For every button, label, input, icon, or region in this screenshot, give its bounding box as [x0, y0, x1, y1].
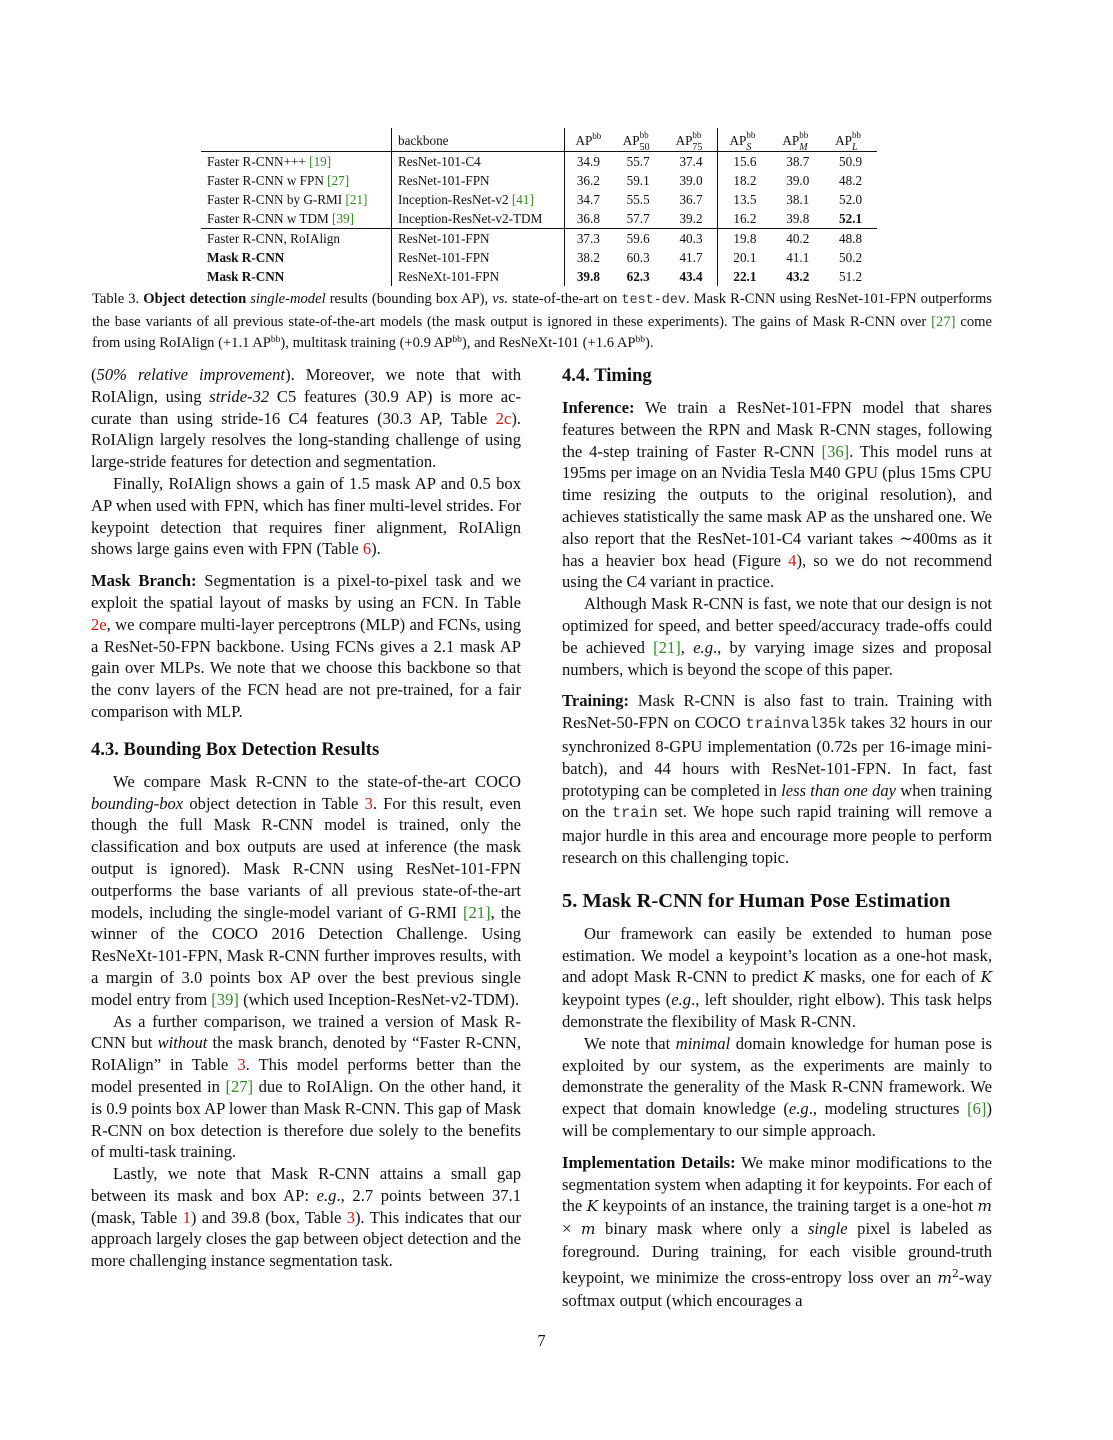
caption-sup: bb — [452, 335, 462, 345]
text: ). This indicates that our approach largely closes the gap between object detection and the more challenging instance segmentation task. — [91, 1207, 522, 1271]
text: when training on the — [562, 780, 992, 822]
cell-value: 52.1 — [839, 211, 863, 226]
cell-value: 36.7 — [679, 192, 703, 207]
cell-value: 57.7 — [626, 211, 650, 226]
left-column — [91, 364, 521, 1272]
text: As a further comparison, we trained a version of Mask R-CNN but — [91, 1011, 521, 1053]
emphasis: stride-32 — [209, 386, 270, 406]
math-symbol — [937, 1266, 959, 1287]
citation-link[interactable]: [27] — [327, 173, 350, 188]
emphasis: without — [157, 1033, 208, 1053]
emphasis: less than one day — [781, 780, 897, 800]
caption-emphasis: single-model — [250, 291, 326, 307]
caption-text: results (bounding box AP), — [325, 291, 493, 307]
paragraph-implementation — [562, 1152, 992, 1312]
ap-sup: bb — [592, 131, 602, 141]
method-name: Faster R-CNN+++ — [207, 154, 310, 169]
caption-title: Object detection — [143, 291, 247, 307]
text: Finally, RoIAlign shows a gain of 1.5 mask AP and 0.5 box AP when used with FPN, which has finer multi-level strides. For keypoint detection that requires finer alignment, RoIAlign shows large gains even with FPN (Table — [91, 473, 521, 559]
backbone-name: ResNet-101-C4 — [398, 154, 481, 169]
table-ref-link[interactable]: 1 — [182, 1207, 191, 1227]
caption-sup: bb — [635, 335, 646, 345]
text: ., by varying image sizes and proposal numbers, which is beyond the scope of this paper. — [562, 637, 992, 679]
text: . For this result, even though the full Mask R-CNN model is trained, only the classification and box outputs are used at inference (the mask output is ignored). Mask R-CNN using ResNet-101-FPN outperforms the base variants of all previous state-of-the-art models, including the single-model variant of G-RMI — [91, 793, 522, 922]
table-ref-link[interactable]: 2e — [91, 614, 107, 634]
text: ( — [91, 365, 97, 384]
math-symbol: m — [580, 1220, 596, 1239]
ap-sub: 50 — [639, 142, 650, 153]
math-symbol: K — [586, 1197, 599, 1216]
caption-sup: bb — [270, 335, 281, 345]
header-ap50 — [612, 128, 665, 152]
backbone-name: Inception-ResNet-v2-TDM — [398, 211, 543, 226]
cell-value: 48.2 — [839, 173, 863, 188]
ap-label: AP — [622, 133, 640, 148]
caption-vs: vs. — [492, 291, 509, 307]
caption-text: state-of-the-art on — [508, 291, 622, 307]
cell-method — [201, 248, 392, 267]
header-ap — [565, 128, 612, 152]
cell-method — [201, 267, 392, 286]
ap-sub: M — [799, 142, 808, 153]
ap-sup: bb — [852, 130, 861, 140]
text: We compare Mask R-CNN to the state-of-the-art COCO — [113, 771, 521, 791]
method-name: Faster R-CNN, RoIAlign — [207, 231, 340, 246]
ap-label: AP — [835, 133, 852, 148]
text: ., left shoulder, right elbow). This task helps demonstrate the flexibility of Mask R-CNN. — [562, 990, 992, 1031]
citation-link[interactable]: [27] — [931, 313, 956, 330]
figure-ref-link[interactable]: 4 — [788, 550, 797, 570]
cell-value: 15.6 — [718, 152, 771, 172]
table-row — [201, 229, 877, 249]
emphasis: e.g — [788, 1099, 809, 1119]
cell-method — [201, 171, 392, 190]
emphasis: bounding-box — [91, 793, 184, 813]
paragraph-lead: Implementation Details: — [562, 1152, 736, 1172]
caption-text: ). — [645, 335, 654, 351]
citation-link[interactable]: [39] — [211, 989, 239, 1009]
cell-value: 36.2 — [565, 171, 612, 190]
math-var: m — [937, 1268, 953, 1287]
results-table — [201, 128, 877, 286]
ap-sup: bb — [799, 130, 809, 140]
citation-link[interactable]: [21] — [345, 192, 368, 207]
text: keypoints of an instance, the training target is a one-hot — [598, 1196, 978, 1216]
text: ). RoIAlign largely resolves the long-standing challenge of using large-stride features for detection and segmentation. — [91, 408, 521, 472]
backbone-name: ResNet-101-FPN — [398, 250, 490, 265]
emphasis: minimal — [675, 1033, 731, 1053]
cell-value: 13.5 — [718, 190, 771, 209]
cell-backbone — [392, 171, 565, 190]
cell-value: 34.7 — [565, 190, 612, 209]
text: ). — [371, 539, 381, 559]
citation-link[interactable]: [36] — [821, 441, 850, 461]
text: We train a ResNet-101-FPN model that shares features between the RPN and Mask R-CNN stages, following the 4-step training of Faster R-CNN — [562, 398, 992, 461]
dataset-split: trainval35k — [745, 715, 847, 734]
cell-value: 34.9 — [565, 152, 612, 172]
text: C5 features (30.9 AP) is more accurate than using stride-16 C4 features (30.3 AP, Table — [91, 386, 521, 428]
cell-value: 43.2 — [786, 269, 810, 284]
cell-method — [201, 209, 392, 229]
cell-value: 38.7 — [786, 154, 810, 169]
backbone-name: ResNet-101-FPN — [398, 173, 490, 188]
cell-value: 37.3 — [565, 229, 612, 249]
text: Although Mask R-CNN is fast, we note that our design is not optimized for speed, and better speed/accuracy trade-offs could be achieved — [562, 594, 992, 657]
method-name: Mask R-CNN — [207, 269, 285, 284]
method-name: Mask R-CNN — [207, 250, 285, 265]
section-heading-4-3: 4.3. Bounding Box Detection Results — [91, 738, 380, 760]
header-ap75 — [665, 128, 718, 152]
cell-value: 51.2 — [839, 269, 863, 284]
dataset-split: train — [611, 804, 658, 823]
ap-sup: bb — [639, 130, 649, 140]
cell-value: 55.5 — [626, 192, 650, 207]
text: . This model performs better than the model presented in — [91, 1055, 521, 1096]
citation-link[interactable]: [21] — [653, 637, 681, 657]
table-row — [201, 209, 877, 229]
backbone-name: ResNeXt-101-FPN — [398, 269, 500, 284]
paragraph-training — [562, 690, 992, 868]
citation-link[interactable]: [41] — [511, 192, 534, 207]
table-row — [201, 267, 877, 286]
cell-value: 38.1 — [786, 192, 810, 207]
text: set. We hope such rapid training will remove a major hurdle in this area and encourage more people to perform research on this challenging topic. — [562, 802, 992, 867]
emphasis: single — [807, 1219, 848, 1239]
table-ref-link[interactable]: 3 — [237, 1055, 246, 1075]
cell-value: 38.2 — [565, 248, 612, 267]
cell-value: 22.1 — [718, 267, 771, 286]
table-ref-link[interactable]: 6 — [362, 539, 372, 559]
section-heading-4-4: 4.4. Timing — [562, 365, 652, 386]
header-method — [201, 128, 392, 152]
text: binary mask where only a — [595, 1219, 808, 1239]
text: domain knowledge for human pose is exploited by our system, as the experiments are mainly to demonstrate the generality of the Mask R-CNN framework. We expect that domain knowledge ( — [562, 1033, 992, 1119]
paragraph — [562, 593, 992, 680]
cell-value: 43.4 — [679, 269, 703, 284]
text: keypoint types ( — [562, 990, 672, 1010]
text: , we compare multi-layer perceptrons (MLP) and FCNs, using a ResNet-50-FPN backbone. Using FCNs gives a 2.1 mask AP gain over MLPs. We note that we choose this backbone so that the conv layers of the FCN head are not pre-trained, for a fair comparison with MLP. — [91, 614, 521, 721]
ap-sub: 75 — [692, 142, 703, 153]
text: the mask branch, denoted by “Faster R-CNN, RoIAlign” in Table — [91, 1033, 521, 1075]
ap-sub: L — [852, 142, 858, 153]
paragraph-inference — [562, 397, 992, 593]
paragraph-lead: Inference: — [562, 398, 635, 417]
cell-value: 41.1 — [786, 250, 810, 265]
text: takes 32 hours in our synchronized 8-GPU implementation (0.72s per 16-image mini-batch), and 44 hours with ResNet-101-FPN. In fact, fast prototyping can be completed in — [562, 713, 993, 800]
text: Segmentation is a pixel-to-pixel task and we exploit the spatial layout of masks by using an FCN. In Table — [91, 571, 522, 612]
cell-backbone — [392, 209, 565, 229]
cell-value: 19.8 — [718, 229, 771, 249]
cell-value: 20.1 — [718, 248, 771, 267]
text: . This model runs at 195ms per image on an Nvidia Tesla M40 GPU (plus 15ms CPU time resizing the outputs to the original resolution), and achieves statistically the same mask AP as the unshared one. We also report that the ResNet-101-C4 variant takes ∼400ms as it has a heavier box head (Figure — [562, 441, 992, 570]
method-name: Faster R-CNN w FPN — [207, 173, 328, 188]
text: We note that — [584, 1033, 676, 1053]
paragraph — [91, 1163, 521, 1272]
text: , the winner of the COCO 2016 Detection Challenge. Using ResNeXt-101-FPN, Mask R-CNN further improves results, with a margin of 3.0 points box AP over the best previous single model entry from — [91, 902, 521, 1009]
math-symbol: K — [980, 968, 992, 987]
ap-sup: bb — [692, 130, 702, 140]
text: object detection in Table — [183, 793, 365, 813]
text: ., modeling structures — [808, 1099, 968, 1119]
table-ref-link[interactable]: 2c — [495, 408, 512, 428]
cell-value: 55.7 — [626, 154, 650, 169]
text: , — [680, 637, 694, 657]
caption-text: come from using RoIAlign (+1.1 AP — [92, 313, 992, 351]
cell-value: 39.0 — [786, 173, 810, 188]
cell-value: 62.3 — [626, 269, 650, 284]
cell-value: 60.3 — [626, 250, 650, 265]
section-heading-5: 5. Mask R-CNN for Human Pose Estimation — [562, 889, 951, 912]
cell-value: 39.2 — [679, 211, 703, 226]
table-row — [201, 152, 877, 172]
cell-value: 18.2 — [718, 171, 771, 190]
text: ) and 39.8 (box, Table — [190, 1207, 347, 1227]
backbone-name: ResNet-101-FPN — [398, 231, 490, 246]
ap-label: AP — [575, 133, 593, 148]
cell-value: 39.8 — [565, 267, 612, 286]
cell-backbone — [392, 267, 565, 286]
paragraph — [91, 771, 521, 1011]
paragraph — [91, 364, 521, 473]
table-row — [201, 171, 877, 190]
citation-link[interactable]: [21] — [462, 902, 491, 922]
cell-backbone — [392, 190, 565, 209]
right-column — [562, 364, 992, 1311]
caption-text: . Mask R-CNN using ResNet-101-FPN outperforms the base variants of all previous state-of-the-art models (the mask output is ignored in these experiments). The gains of Mask R-CNN over — [92, 291, 992, 330]
page-number: 7 — [537, 1331, 546, 1350]
table-ref-link[interactable]: 3 — [364, 793, 373, 813]
math-symbol: m — [977, 1197, 992, 1216]
cell-value: 37.4 — [679, 154, 703, 169]
cell-backbone — [392, 229, 565, 249]
ap-label: AP — [782, 133, 800, 148]
text: ), so we do not recommend using the C4 variant in practice. — [562, 550, 992, 592]
backbone-name: Inception-ResNet-v2 — [398, 192, 512, 207]
emphasis: 50% relative improvement — [96, 365, 286, 384]
text: ) will be complementary to our simple approach. — [562, 1099, 992, 1140]
text: due to RoIAlign. On the other hand, it is 0.9 points box AP lower than Mask R-CNN. This gap of Mask R-CNN on box detection is therefore due solely to the benefits of multi-task training. — [91, 1076, 521, 1162]
table-row — [201, 190, 877, 209]
text: ). Moreover, we note that with RoIAlign, using — [91, 365, 521, 406]
text: pixel is labeled as foreground. During training, for each visible ground-truth keypoint, we minimize the cross-entropy loss over an — [562, 1219, 992, 1287]
cell-value: 41.7 — [679, 250, 703, 265]
paragraph — [91, 1011, 521, 1164]
table-caption — [92, 289, 992, 355]
ap-sub: S — [746, 142, 752, 153]
paragraph-mask-branch — [91, 570, 521, 723]
table-row — [201, 248, 877, 267]
paragraph-lead: Mask Branch: — [91, 571, 197, 591]
cell-value: 50.2 — [839, 250, 863, 265]
cell-value: 39.8 — [786, 211, 810, 226]
table-ref-link[interactable]: 3 — [346, 1207, 356, 1227]
table-header-row — [201, 128, 877, 152]
paragraph — [562, 923, 992, 1033]
math-symbol: K — [803, 968, 815, 987]
citation-link[interactable]: [39] — [332, 211, 355, 226]
cell-method — [201, 152, 392, 172]
method-name: Faster R-CNN by G-RMI — [207, 192, 346, 207]
text: Lastly, we note that Mask R-CNN attains a small gap between its mask and box AP: — [91, 1164, 521, 1205]
cell-value: 36.8 — [565, 209, 612, 229]
citation-link[interactable]: [19] — [309, 154, 332, 169]
cell-value: 48.8 — [824, 229, 877, 249]
emphasis: e.g — [671, 990, 692, 1010]
header-ap-medium — [771, 128, 824, 152]
text: -way softmax output (which encourages a — [562, 1267, 992, 1310]
text: Mask R-CNN is also fast to train. Training with ResNet-50-FPN on COCO — [562, 691, 992, 733]
header-ap-large — [824, 128, 877, 152]
emphasis: e.g — [316, 1185, 337, 1205]
ap-label: AP — [675, 133, 693, 148]
citation-link[interactable]: [6] — [967, 1099, 987, 1119]
paragraph — [562, 1033, 992, 1142]
cell-method — [201, 190, 392, 209]
cell-value: 59.6 — [612, 229, 665, 249]
cell-backbone — [392, 248, 565, 267]
caption-text: ), multitask training (+0.9 AP — [280, 335, 453, 351]
paragraph-lead: Training: — [562, 691, 629, 711]
cell-value: 50.9 — [839, 154, 863, 169]
caption-dataset-split: test-dev — [621, 293, 686, 308]
cell-value: 40.2 — [771, 229, 824, 249]
cell-value: 40.3 — [665, 229, 718, 249]
cell-value: 52.0 — [839, 192, 863, 207]
table-3 — [201, 128, 881, 286]
cell-backbone — [392, 152, 565, 172]
text: masks, one for each of — [814, 967, 981, 987]
cell-method — [201, 229, 392, 249]
header-ap-small — [718, 128, 771, 152]
math-operator: × — [562, 1219, 581, 1239]
method-name: Faster R-CNN w TDM — [207, 211, 333, 226]
caption-text: ), and ResNeXt-101 (+1.6 AP — [461, 335, 636, 351]
emphasis: e.g — [693, 637, 713, 657]
ap-label: AP — [729, 133, 747, 148]
table-body — [201, 152, 877, 287]
cell-value: 59.1 — [626, 173, 650, 188]
citation-link[interactable]: [27] — [225, 1076, 254, 1096]
ap-sup: bb — [746, 130, 756, 140]
header-backbone: backbone — [392, 128, 565, 152]
text: (which used Inception-ResNet-v2-TDM). — [238, 989, 520, 1009]
paragraph — [91, 473, 521, 560]
cell-value: 39.0 — [679, 173, 703, 188]
text: We make minor modifications to the segmentation system when adapting it for keypoints. For each of the — [562, 1152, 992, 1216]
math-exponent: 2 — [952, 1266, 959, 1280]
cell-value: 16.2 — [718, 209, 771, 229]
caption-label: Table 3. — [92, 291, 144, 307]
text: ., 2.7 points between 37.1 (mask, Table — [91, 1185, 521, 1227]
text: Our framework can easily be extended to human pose estimation. We model a keypoint’s location as a one-hot mask, and adopt Mask R-CNN to predict — [562, 923, 992, 987]
